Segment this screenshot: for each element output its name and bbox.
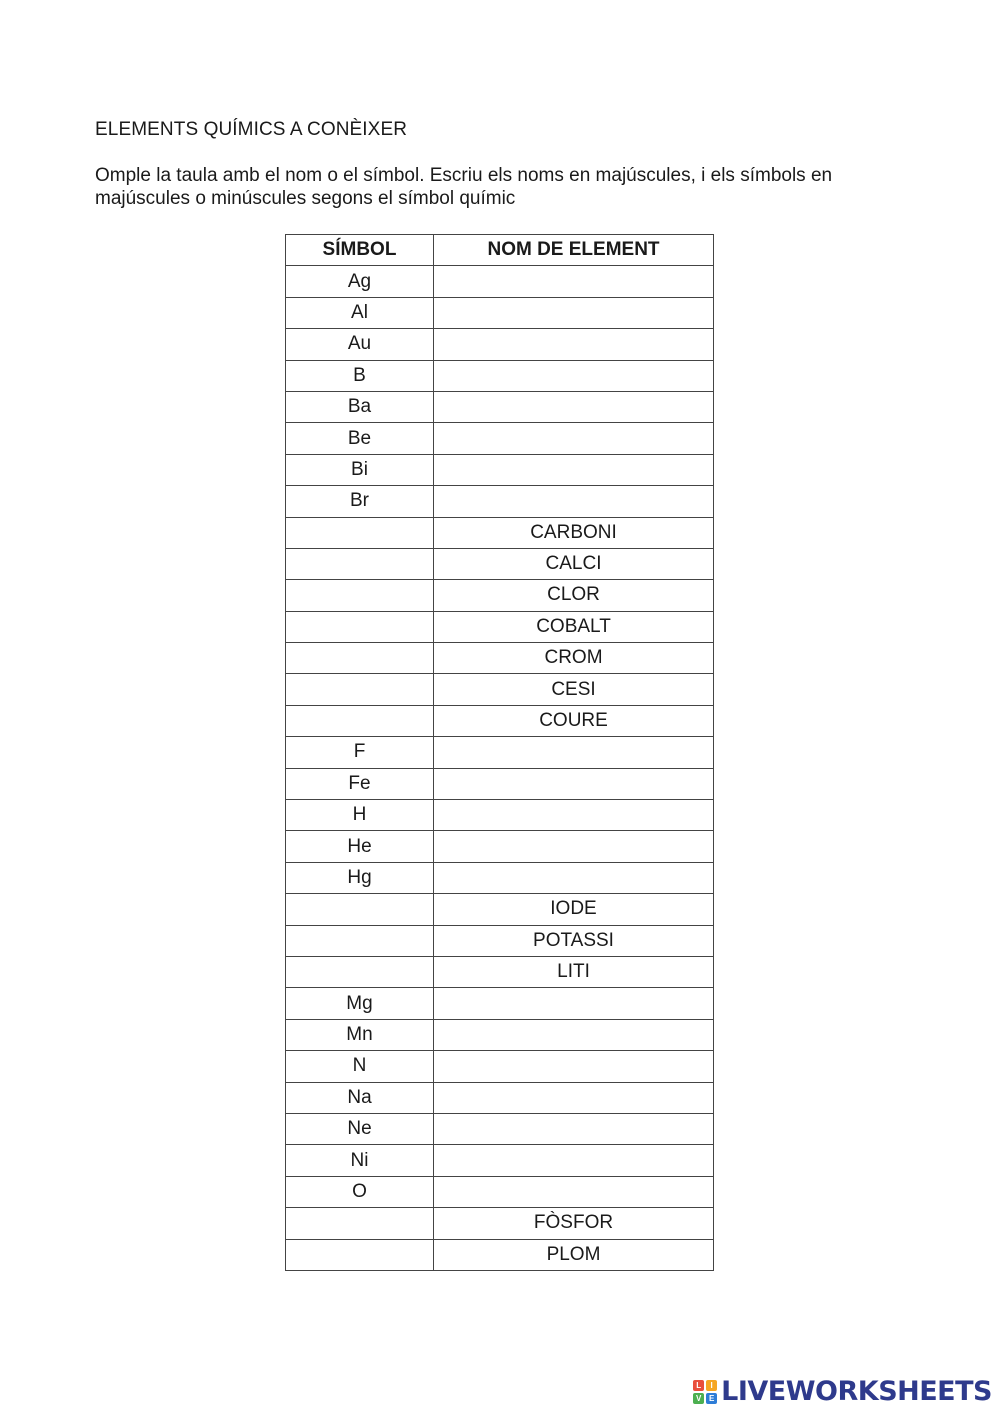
symbol-cell: Fe (286, 768, 434, 799)
element-name-cell: CALCI (434, 548, 714, 579)
table-row (286, 266, 714, 297)
element-name-cell[interactable] (434, 266, 714, 297)
element-name-cell: IODE (434, 894, 714, 925)
element-name-cell: COURE (434, 705, 714, 736)
header-element-name: NOM DE ELEMENT (434, 235, 714, 266)
symbol-cell: H (286, 800, 434, 831)
symbol-cell: Hg (286, 862, 434, 893)
table-row (286, 862, 714, 893)
table-row (286, 423, 714, 454)
element-name-cell[interactable] (434, 1051, 714, 1082)
element-name-cell[interactable] (434, 329, 714, 360)
element-name-cell: PLOM (434, 1239, 714, 1270)
symbol-cell: N (286, 1051, 434, 1082)
element-name-cell: FÒSFOR (434, 1208, 714, 1239)
symbol-cell: Al (286, 297, 434, 328)
table-row (286, 956, 714, 987)
symbol-cell: Na (286, 1082, 434, 1113)
table-row (286, 800, 714, 831)
symbol-cell: Ag (286, 266, 434, 297)
elements-table (285, 234, 714, 1271)
element-name-cell: LITI (434, 956, 714, 987)
table-row (286, 391, 714, 422)
element-name-cell[interactable] (434, 1176, 714, 1207)
table-row (286, 768, 714, 799)
table-row (286, 517, 714, 548)
element-name-cell[interactable] (434, 391, 714, 422)
element-name-cell[interactable] (434, 768, 714, 799)
element-name-cell[interactable] (434, 1145, 714, 1176)
symbol-cell[interactable] (286, 674, 434, 705)
table-row (286, 925, 714, 956)
element-name-cell: CROM (434, 643, 714, 674)
element-name-cell[interactable] (434, 988, 714, 1019)
element-name-cell[interactable] (434, 1082, 714, 1113)
element-name-cell[interactable] (434, 360, 714, 391)
logo-letter: I (706, 1380, 717, 1391)
element-name-cell[interactable] (434, 423, 714, 454)
symbol-cell[interactable] (286, 580, 434, 611)
element-name-cell[interactable] (434, 1113, 714, 1144)
table-row (286, 611, 714, 642)
table-row (286, 329, 714, 360)
symbol-cell[interactable] (286, 705, 434, 736)
element-name-cell: CLOR (434, 580, 714, 611)
element-name-cell[interactable] (434, 800, 714, 831)
element-name-cell[interactable] (434, 831, 714, 862)
symbol-cell: Mn (286, 1019, 434, 1050)
symbol-cell[interactable] (286, 643, 434, 674)
symbol-cell[interactable] (286, 611, 434, 642)
table-row (286, 454, 714, 485)
liveworksheets-logo (693, 1376, 992, 1407)
table-row (286, 297, 714, 328)
symbol-cell[interactable] (286, 894, 434, 925)
symbol-cell: Br (286, 486, 434, 517)
brand-name: LIVEWORKSHEETS (721, 1376, 992, 1407)
symbol-cell: Au (286, 329, 434, 360)
symbol-cell: Bi (286, 454, 434, 485)
symbol-cell: Ne (286, 1113, 434, 1144)
symbol-cell: B (286, 360, 434, 391)
element-name-cell[interactable] (434, 297, 714, 328)
table-row (286, 643, 714, 674)
table-row (286, 1239, 714, 1270)
symbol-cell: Ba (286, 391, 434, 422)
table-row (286, 988, 714, 1019)
element-name-cell[interactable] (434, 862, 714, 893)
table-row (286, 580, 714, 611)
element-name-cell[interactable] (434, 737, 714, 768)
logo-letter: E (706, 1393, 717, 1404)
table-row (286, 1176, 714, 1207)
page-title: ELEMENTS QUÍMICS A CONÈIXER (95, 119, 408, 140)
table-header-row (286, 235, 714, 266)
element-name-cell[interactable] (434, 1019, 714, 1050)
element-name-cell: CESI (434, 674, 714, 705)
element-name-cell: CARBONI (434, 517, 714, 548)
table-row (286, 1051, 714, 1082)
symbol-cell: Mg (286, 988, 434, 1019)
symbol-cell: Be (286, 423, 434, 454)
symbol-cell[interactable] (286, 1239, 434, 1270)
table-row (286, 674, 714, 705)
symbol-cell[interactable] (286, 517, 434, 548)
symbol-cell[interactable] (286, 1208, 434, 1239)
logo-mark-icon (693, 1380, 717, 1404)
table-row (286, 1019, 714, 1050)
logo-letter: V (693, 1393, 704, 1404)
table-row (286, 486, 714, 517)
table-row (286, 1113, 714, 1144)
table-row (286, 360, 714, 391)
table-row (286, 831, 714, 862)
table-row (286, 894, 714, 925)
header-symbol: SÍMBOL (286, 235, 434, 266)
symbol-cell[interactable] (286, 548, 434, 579)
symbol-cell: He (286, 831, 434, 862)
table-row (286, 548, 714, 579)
table-row (286, 705, 714, 736)
table-body (286, 266, 714, 1271)
element-name-cell: POTASSI (434, 925, 714, 956)
symbol-cell: F (286, 737, 434, 768)
symbol-cell: Ni (286, 1145, 434, 1176)
symbol-cell[interactable] (286, 925, 434, 956)
symbol-cell: O (286, 1176, 434, 1207)
element-name-cell[interactable] (434, 454, 714, 485)
table-row (286, 1145, 714, 1176)
element-name-cell: COBALT (434, 611, 714, 642)
table-row (286, 1208, 714, 1239)
table-row (286, 1082, 714, 1113)
instructions-text: Omple la taula amb el nom o el símbol. Escriu els noms en majúscules, i els símbols en majúscules o minúscules segons el símbol químic (95, 165, 833, 209)
symbol-cell[interactable] (286, 956, 434, 987)
element-name-cell[interactable] (434, 486, 714, 517)
table-row (286, 737, 714, 768)
logo-letter: L (693, 1380, 704, 1391)
